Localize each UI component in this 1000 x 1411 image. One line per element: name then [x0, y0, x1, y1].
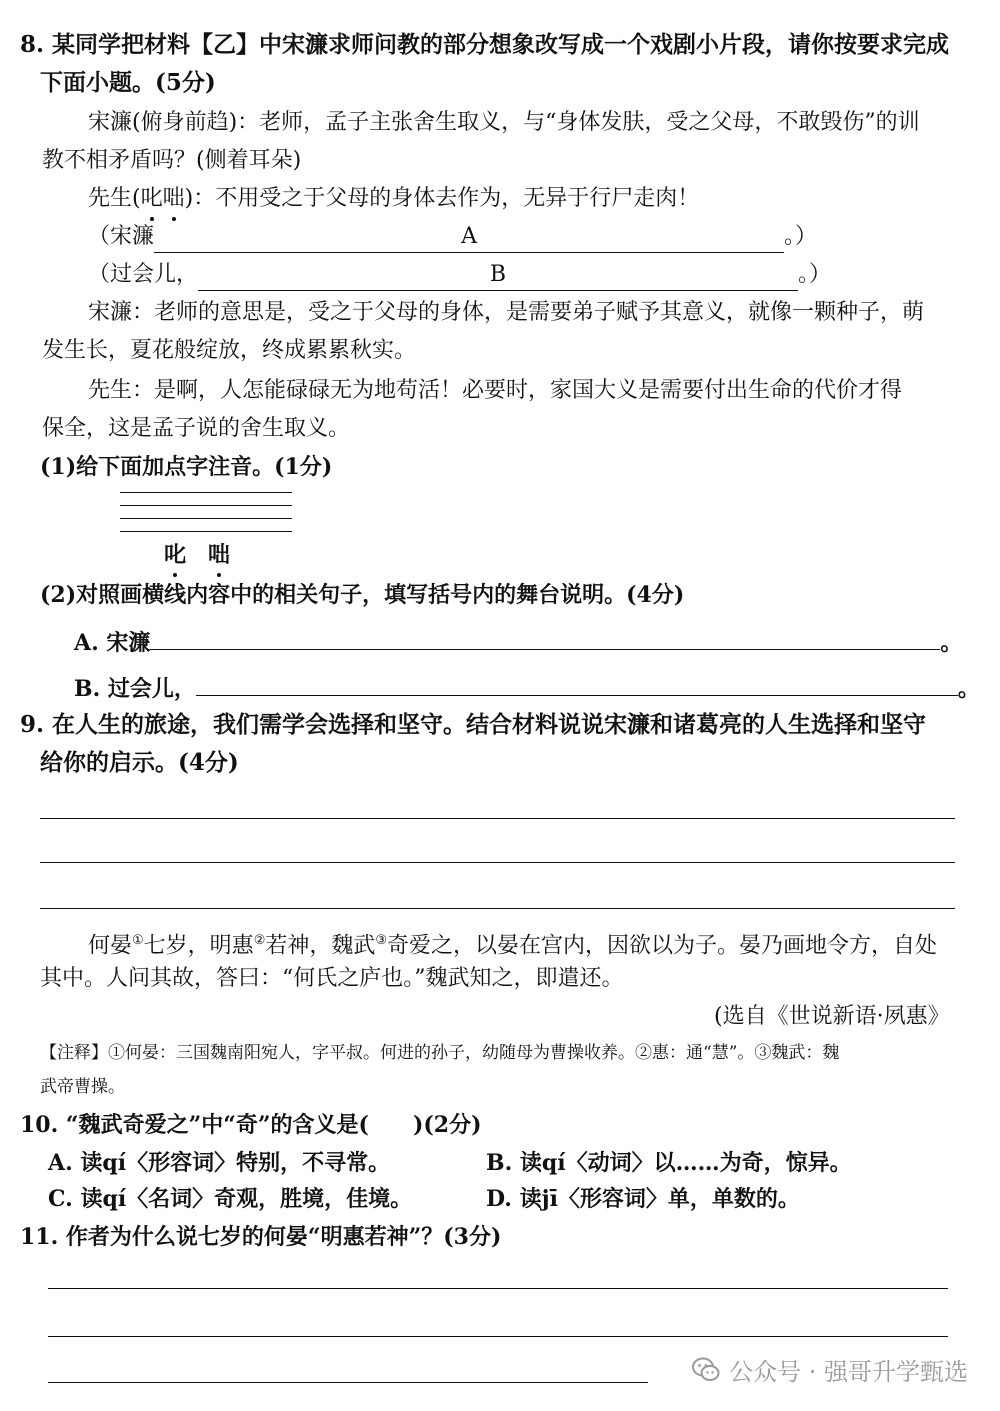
pinyin-line-4[interactable] [120, 531, 292, 532]
q8-sub1: (1)给下面加点字注音。(1分) [40, 454, 333, 480]
blank-b-line [88, 260, 831, 291]
blank-a-field[interactable] [154, 222, 784, 253]
blank-b-prefix: （过会儿， [88, 262, 199, 287]
q10-option-b[interactable]: B. 读qí〈动词〉以……为奇，惊异。 [486, 1150, 852, 1176]
q11-question: 11. 作者为什么说七岁的何晏“明惠若神”？(3分) [20, 1224, 502, 1250]
pinyin-line-2[interactable] [120, 505, 292, 506]
notes-line-2: 武帝曹操。 [40, 1077, 125, 1097]
script-line-4: 发生长，夏花般绽放，终成累累秋实。 [42, 338, 417, 363]
wechat-icon [691, 1355, 721, 1385]
dotted-char-2: 咄 [163, 184, 185, 214]
script-line-6: 保全，这是孟子说的舍生取义。 [42, 416, 351, 441]
q11-answer-line-3[interactable] [48, 1382, 648, 1383]
blank-a-line [88, 222, 817, 253]
q9-line-2: 给你的启示。(4分) [40, 749, 239, 776]
pinyin-line-1[interactable] [120, 492, 292, 493]
dotted-char-1: 叱 [141, 184, 163, 214]
sub2-b-field[interactable] [196, 695, 958, 696]
q10-option-a[interactable]: A. 读qí〈形容词〉特别，不寻常。 [48, 1150, 391, 1176]
blank-b-label: B [489, 262, 507, 287]
watermark [691, 1352, 968, 1387]
q10-option-c[interactable]: C. 读qí〈名词〉奇观，胜境，佳境。 [48, 1186, 413, 1212]
teacher-prefix: 先生( [88, 186, 141, 211]
blank-b-suffix: 。） [798, 262, 832, 287]
sub2-b-end: 。 [957, 676, 980, 702]
passage-seg-c: 若神，魏武 [265, 933, 376, 959]
teacher-rest: )：不用受之于父母的身体去作为，无异于行尸走肉！ [184, 186, 700, 211]
note-ref-3: ③ [375, 933, 388, 948]
watermark-text: 公众号 · 强哥升学甄选 [729, 1358, 968, 1386]
q9-line-1: 9. 在人生的旅途，我们需学会选择和坚守。结合材料说说宋濂和诸葛亮的人生选择和坚守 [20, 711, 927, 738]
passage-seg-a: 何晏 [88, 933, 133, 959]
sub2-a-end: 。 [940, 630, 963, 656]
sub2-a-field[interactable] [150, 649, 940, 650]
q8-intro-line-1: 8. 某同学把材料【乙】中宋濂求师问教的部分想象改写成一个戏剧小片段，请你按要求完成 [20, 31, 950, 58]
passage-seg-b: 七岁，明惠 [143, 933, 254, 959]
blank-a-prefix: （宋濂 [88, 224, 155, 249]
sub2-b-label: B. 过会儿， [74, 676, 196, 702]
note-ref-2: ② [253, 933, 266, 948]
q11-answer-line-1[interactable] [48, 1288, 948, 1289]
passage-source: (选自《世说新语·夙惠》 [714, 1004, 950, 1029]
passage-line-1 [88, 926, 937, 961]
pinyin-line-3[interactable] [120, 518, 292, 519]
notes-line-1: 【注释】①何晏：三国魏南阳宛人，字平叔。何进的孙子，幼随母为曹操收养。②惠：通“慧”。③魏武：魏 [40, 1043, 840, 1063]
sub2-a-label: A. 宋濂 [74, 630, 151, 656]
blank-a-suffix: 。） [784, 224, 818, 249]
sub2-a-line [74, 628, 962, 658]
script-line-2: 教不相矛盾吗？(侧着耳朵) [42, 148, 302, 173]
q10-option-d[interactable]: D. 读jī〈形容词〉单，单数的。 [486, 1186, 800, 1212]
blank-a-label: A [461, 224, 477, 249]
note-ref-1: ① [132, 933, 144, 948]
sub2-b-line [74, 674, 980, 704]
pinyin-char-2: 咄 [208, 542, 231, 568]
q9-answer-line-2[interactable] [40, 862, 955, 863]
script-line-5: 先生：是啊，人怎能碌碌无为地苟活！必要时，家国大义是需要付出生命的代价才得 [88, 378, 903, 403]
q11-answer-line-2[interactable] [48, 1336, 948, 1337]
teacher-line [88, 184, 699, 214]
passage-seg-d: 奇爱之，以晏在宫内，因欲以为子。晏乃画地令方，自处 [387, 933, 938, 959]
pinyin-chars [164, 540, 230, 570]
q8-sub2: (2)对照画横线内容中的相关句子，填写括号内的舞台说明。(4分) [40, 582, 685, 608]
script-line-1: 宋濂(俯身前趋)：老师，孟子主张舍生取义，与“身体发肤，受之父母，不敢毁伤”的训 [88, 110, 920, 135]
script-line-3: 宋濂：老师的意思是，受之于父母的身体，是需要弟子赋予其意义，就像一颗种子，萌 [88, 300, 925, 325]
q8-intro-line-2: 下面小题。(5分) [40, 69, 216, 96]
blank-b-field[interactable] [198, 260, 798, 291]
q9-answer-line-3[interactable] [40, 908, 955, 909]
pinyin-char-1: 叱 [164, 542, 187, 568]
q9-answer-line-1[interactable] [40, 818, 955, 819]
passage-line-2: 其中。人问其故，答曰：“何氏之庐也。”魏武知之，即遣还。 [40, 966, 624, 991]
q10-question: 10. “魏武奇爱之”中“奇”的含义是( )(2分) [20, 1112, 482, 1138]
